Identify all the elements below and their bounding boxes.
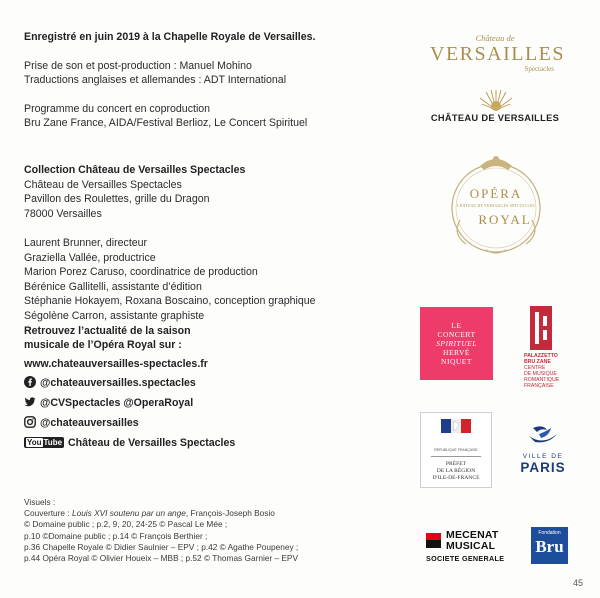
mecenat-line3: SOCIETE GENERALE [426,554,505,563]
fondation-text: Fondation [538,530,561,536]
staff-line: Laurent Brunner, directeur [24,237,148,249]
opera-bottom-text: ROYAL [478,212,532,227]
staff-line: Ségolène Carron, assistante graphiste [24,310,205,322]
collection-title: Collection Château de Versailles Spectacles [24,164,246,176]
visuels-cover [24,508,275,519]
concert-line: LE [451,321,462,330]
staff-line: Stéphanie Hokayem, Roxana Boscaino, conception graphique [24,295,316,307]
ville-de-paris-logo [513,424,573,475]
mecenat-line1: MECENAT [446,529,499,541]
fondation-bru-logo [531,527,568,564]
visuels-line: © Domaine public ; p.2, 9, 20, 24-25 © Pascal Le Mée ; [24,519,228,529]
bru-line: CENTRE [524,365,546,371]
cover-suffix: , François-Joseph Bosio [185,508,275,518]
staff-line: Graziella Vallée, productrice [24,252,156,264]
bru-name-text: Bru [535,537,564,556]
cover-prefix: Couverture : [24,508,72,518]
logo-small-text: Château de [475,33,515,43]
staff-line: Marion Porez Caruso, coordinatrice de production [24,266,258,278]
staff-line: Bérénice Gallitelli, assistante d’édition [24,281,202,293]
website-link[interactable]: www.chateauversailles-spectacles.fr [24,358,208,370]
logo-big-text: VERSAILLES [430,43,565,65]
address-line: Château de Versailles Spectacles [24,179,182,191]
address-line: 78000 Versailles [24,208,102,220]
paris-text: PARIS [520,460,566,475]
instagram-icon [24,416,36,428]
cover-title: Louis XVI soutenu par un ange [71,508,186,518]
programme-line-2: Bru Zane France, AIDA/Festival Berlioz, Le Concert Spirituel [24,117,308,129]
social-intro-1: Retrouvez l’actualité de la saison [24,325,191,337]
marianne-icon [441,419,471,443]
facebook-icon [24,376,36,388]
twitter-icon [24,396,36,408]
visuels-line: p.36 Chapelle Royale © Didier Saulnier – EPV ; p.42 © Agathe Poupeney ; [24,542,299,552]
concert-line: NIQUET [441,357,472,366]
visuels-line: p.44 Opéra Royal © Olivier Houeix – MBB ; p.52 © Thomas Garnier – EPV [24,553,299,563]
bru-line: DE MUSIQUE [524,371,557,377]
youtube-icon [24,437,64,448]
sound-credit: Prise de son et post-production : Manuel Mohino [24,60,252,72]
prefet-idf-logo [420,412,492,488]
opera-top-text: OPÉRA [469,186,523,201]
bru-zane-mark-icon [530,306,552,350]
opera-royal-logo [436,150,556,258]
paris-ship-icon [527,424,559,446]
prefet-line: D'ILE-DE-FRANCE [432,474,480,481]
instagram-handle: @chateauversailles [40,417,139,429]
concert-line: SPIRITUEL [436,339,477,348]
facebook-link[interactable] [24,376,196,391]
translation-credit: Traductions anglaises et allemandes : ADT International [24,74,287,86]
mecenat-line2: MUSICAL [446,540,496,552]
youtube-you: You [27,438,42,447]
programme-line-1: Programme du concert en coproduction [24,103,211,115]
concert-spirituel-logo [420,307,493,380]
bru-line: FRANÇAISE [524,383,554,389]
youtube-tube: Tube [43,438,63,447]
social-intro-2: musicale de l’Opéra Royal sur : [24,339,182,351]
ville-de-text: VILLE DE [522,453,564,460]
concert-line: CONCERT [437,330,476,339]
republique-text: RÉPUBLIQUE FRANÇAISE [434,448,478,452]
bru-line: PALAZZETTO [524,353,558,359]
visuels-label: Visuels : [24,497,56,507]
facebook-handle: @chateauversailles.spectacles [40,377,196,389]
prefet-line: PRÉFET [445,460,467,467]
twitter-link[interactable] [24,396,193,411]
address-line: Pavillon des Roulettes, grille du Dragon [24,193,210,205]
recording-note: Enregistré en juin 2019 à la Chapelle Royale de Versailles. [24,31,316,43]
bru-line: BRU ZANE [524,359,551,365]
prefet-line: DE LA RÉGION [436,467,476,474]
concert-line: HERVÉ [443,348,470,357]
bru-zane-logo [524,306,568,389]
logo-sub-text: Spectacles [524,65,554,73]
versailles-spectacles-logo [430,33,565,73]
chateau-versailles-logo: CHÂTEAU DE VERSAILLES [430,113,560,123]
youtube-channel: Château de Versailles Spectacles [68,437,236,449]
twitter-handles: @CVSpectacles @OperaRoyal [40,397,194,409]
sun-emblem-icon [478,88,514,112]
visuels-line: p.10 ©Domaine public ; p.14 © François Berthier ; [24,531,208,541]
page-number: 45 [573,578,584,588]
societe-generale-square-icon [426,533,441,548]
instagram-link[interactable] [24,416,139,431]
bru-line: ROMANTIQUE [524,377,560,383]
youtube-link[interactable] [24,436,235,451]
opera-mid-text: CHÂTEAU DE VERSAILLES SPECTACLES [457,204,535,208]
